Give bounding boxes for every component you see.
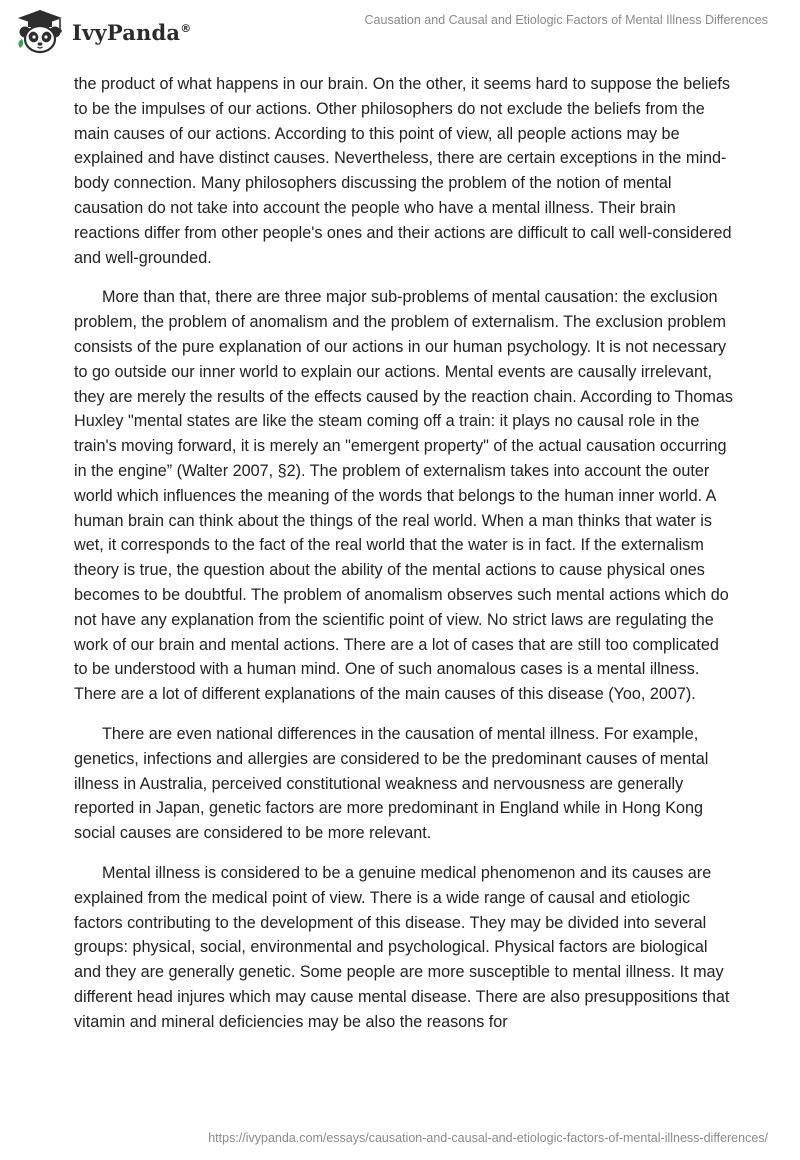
document-title: Causation and Causal and Etiologic Factors of Mental Illness Differences <box>364 13 768 27</box>
ivypanda-logo[interactable] <box>14 8 191 54</box>
essay-paragraph: There are even national differences in the causation of mental illness. For example, genetics, infections and allergies are considered to be the predominant causes of mental illness in Australia, perceived constitutional weakness and nervousness are generally reported in Japan, genetic factors are more predominant in England while in Hong Kong social causes are considered to be more relevant. <box>74 724 709 843</box>
essay-paragraph: the product of what happens in our brain. On the other, it seems hard to suppose the beliefs to be the impulses of our actions. Other philosophers do not exclude the beliefs from the main causes of our actions. According to this point of view, all people actions may be explained and have distinct causes. Nevertheless, there are certain exceptions in the mind-body connection. Many philosophers discussing the problem of the notion of mental causation do not take into account the people who have a mental illness. Their brain reactions differ from other people's ones and their actions are difficult to call well-considered and well-grounded. <box>74 75 732 267</box>
source-url[interactable]: https://ivypanda.com/essays/causation-and-causal-and-etiologic-factors-of-mental-illness-differences/ <box>208 1131 768 1145</box>
logo-text: IvyPanda <box>72 19 181 45</box>
panda-graduate-icon <box>14 8 66 54</box>
essay-paragraph: Mental illness is considered to be a genuine medical phenomenon and its causes are explained from the medical point of view. There is a wide range of causal and etiologic factors contributing to the development of this disease. They may be divided into several groups: physical, social, environmental and psychological. Physical factors are biological and they are generally genetic. Some people are more susceptible to mental illness. It may different head injures which may cause mental disease. There are also presuppositions that vitamin and mineral deficiencies may be also the reasons for <box>74 863 730 1031</box>
page-header <box>0 0 800 60</box>
registered-mark: ® <box>180 21 192 35</box>
essay-paragraph: More than that, there are three major sub-problems of mental causation: the exclusion problem, the problem of anomalism and the problem of externalism. The exclusion problem consists of the pure explanation of our actions in our human psychology. It is not necessary to go outside our inner world to explain our actions. Mental events are causally irrelevant, they are merely the results of the effects caused by the reaction chain. According to Thomas Huxley "mental states are like the steam coming off a train: it plays no causal role in the train's moving forward, it is merely an "emergent property" of the actual causation occurring in the engine” (Walter 2007, §2). The problem of externalism takes into account the outer world which influences the meaning of the words that belongs to the human inner world. A human brain can think about the things of the real world. When a man thinks that water is wet, it corresponds to the fact of the real world that the water is in fact. If the externalism theory is true, the question about the ability of the mental actions to cause physical ones becomes to be doubtful. The problem of anomalism observes such mental actions which do not have any explanation from the scientific point of view. No strict laws are regulating the work of our brain and mental actions. There are a lot of cases that are still too complicated to be understood with a human mind. One of such anomalous cases is a mental illness. There are a lot of different explanations of the main causes of this disease (Yoo, 2007). <box>74 288 733 704</box>
logo-wordmark <box>72 20 191 45</box>
essay-body <box>74 72 734 1049</box>
